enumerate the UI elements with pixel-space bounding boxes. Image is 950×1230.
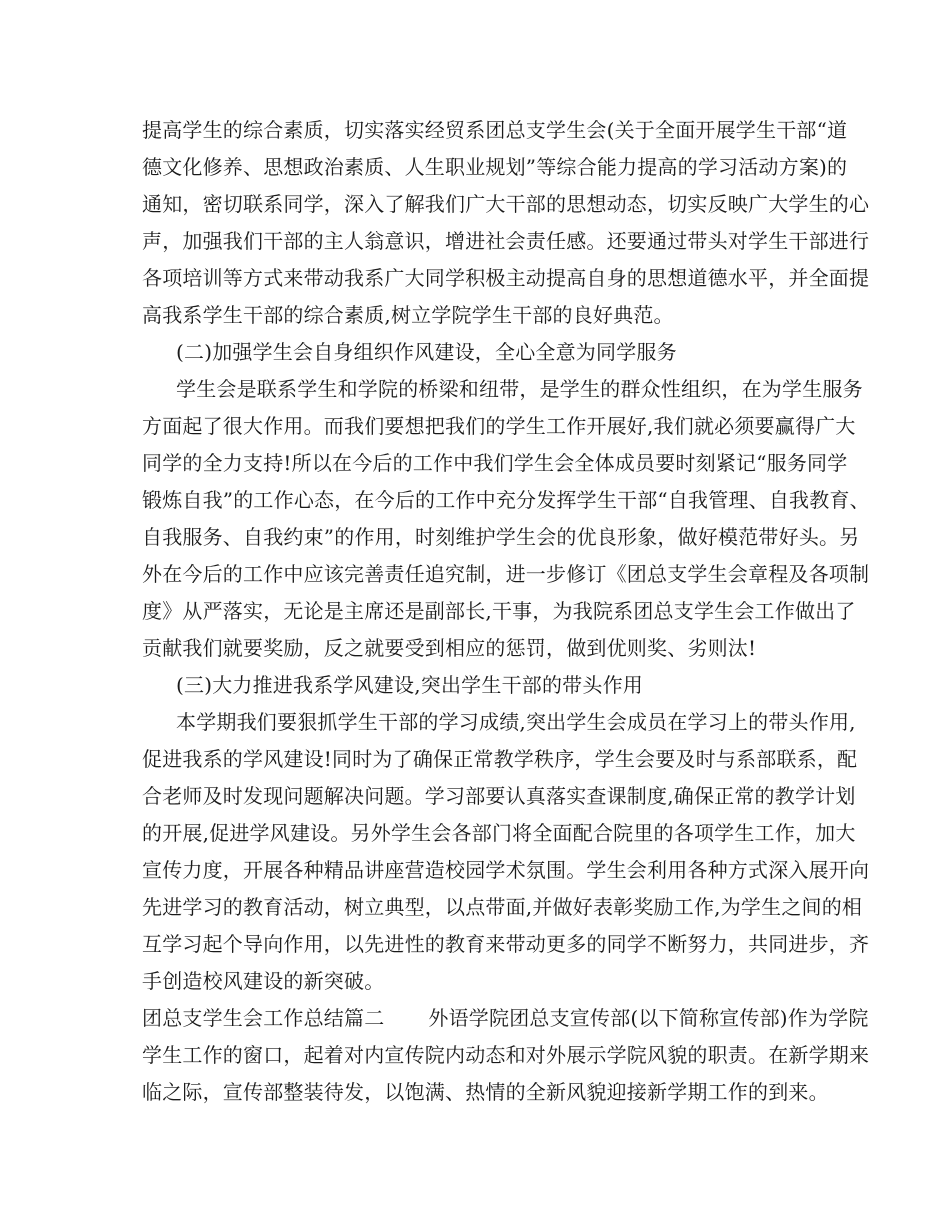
body-line: 高我系学生干部的综合素质,树立学院学生干部的良好典范。 xyxy=(142,303,674,327)
body-text: 外语学院团总支宣传部(以下简称宣传部)作为学院 xyxy=(428,1006,869,1030)
body-line: 先进学习的教育活动，树立典型，以点带面,并做好表彰奖励工作,为学生之间的相 xyxy=(142,895,863,919)
body-line: 本学期我们要狠抓学生干部的学习成绩,突出学生会成员在学习上的带头作用, xyxy=(176,710,856,734)
body-line: 方面起了很大作用。而我们要想把我们的学生工作开展好,我们就必须要赢得广大 xyxy=(142,414,856,438)
body-line: 手创造校风建设的新突破。 xyxy=(142,969,385,993)
body-line: 同学的全力支持!所以在今后的工作中我们学生会全体成员要时刻紧记“服务同学 xyxy=(142,451,848,475)
body-line: 宣传力度，开展各种精品讲座营造校园学术氛围。学生会利用各种方式深入展开向 xyxy=(142,858,870,882)
body-line: 德文化修养、思想政治素质、人生职业规划”等综合能力提高的学习活动方案)的 xyxy=(142,155,848,179)
body-line: 通知，密切联系同学，深入了解我们广大干部的思想动态，切实反映广大学生的心 xyxy=(142,192,870,216)
body-line: 学生工作的窗口，起着对内宣传院内动态和对外展示学院风貌的职责。在新学期来 xyxy=(142,1043,870,1067)
body-line: 自我服务、自我约束”的作用，时刻维护学生会的优良形象，做好模范带好头。另 xyxy=(142,525,860,549)
article-title: 团总支学生会工作总结篇二 xyxy=(142,1006,385,1030)
body-line: 外在今后的工作中应该完善责任追究制，进一步修订《团总支学生会章程及各项制 xyxy=(142,562,870,586)
body-line: 提高学生的综合素质，切实落实经贸系团总支学生会(关于全面开展学生干部“道 xyxy=(142,118,848,142)
body-line: 互学习起个导向作用，以先进性的教育来带动更多的同学不断努力，共同进步，齐 xyxy=(142,932,870,956)
body-line: 临之际，宣传部整装待发，以饱满、热情的全新风貌迎接新学期工作的到来。 xyxy=(142,1080,829,1104)
body-line: 学生会是联系学生和学院的桥梁和纽带，是学生的群众性组织，在为学生服务 xyxy=(176,377,863,401)
body-line: 度》从严落实，无论是主席还是副部长,干事，为我院系团总支学生会工作做出了 xyxy=(142,599,856,623)
body-line: 贡献我们就要奖励，反之就要受到相应的惩罚，做到优则奖、劣则汰! xyxy=(142,636,757,660)
section-heading: (三)大力推进我系学风建设,突出学生干部的带头作用 xyxy=(176,673,643,697)
body-line: 声，加强我们干部的主人翁意识，增进社会责任感。还要通过带头对学生干部进行 xyxy=(142,229,870,253)
body-line: 促进我系的学风建设!同时为了确保正常教学秩序，学生会要及时与系部联系，配 xyxy=(142,747,858,771)
body-line-with-title xyxy=(142,1006,869,1030)
body-line: 的开展,促进学风建设。另外学生会各部门将全面配合院里的各项学生工作，加大 xyxy=(142,821,856,845)
body-line: 各项培训等方式来带动我系广大同学积极主动提高自身的思想道德水平，并全面提 xyxy=(142,266,870,290)
body-line: 锻炼自我”的工作心态，在今后的工作中充分发挥学生干部“自我管理、自我教育、 xyxy=(142,488,870,512)
section-heading: (二)加强学生会自身组织作风建设，全心全意为同学服务 xyxy=(176,340,677,364)
body-line: 合老师及时发现问题解决问题。学习部要认真落实查课制度,确保正常的教学计划 xyxy=(142,784,856,808)
